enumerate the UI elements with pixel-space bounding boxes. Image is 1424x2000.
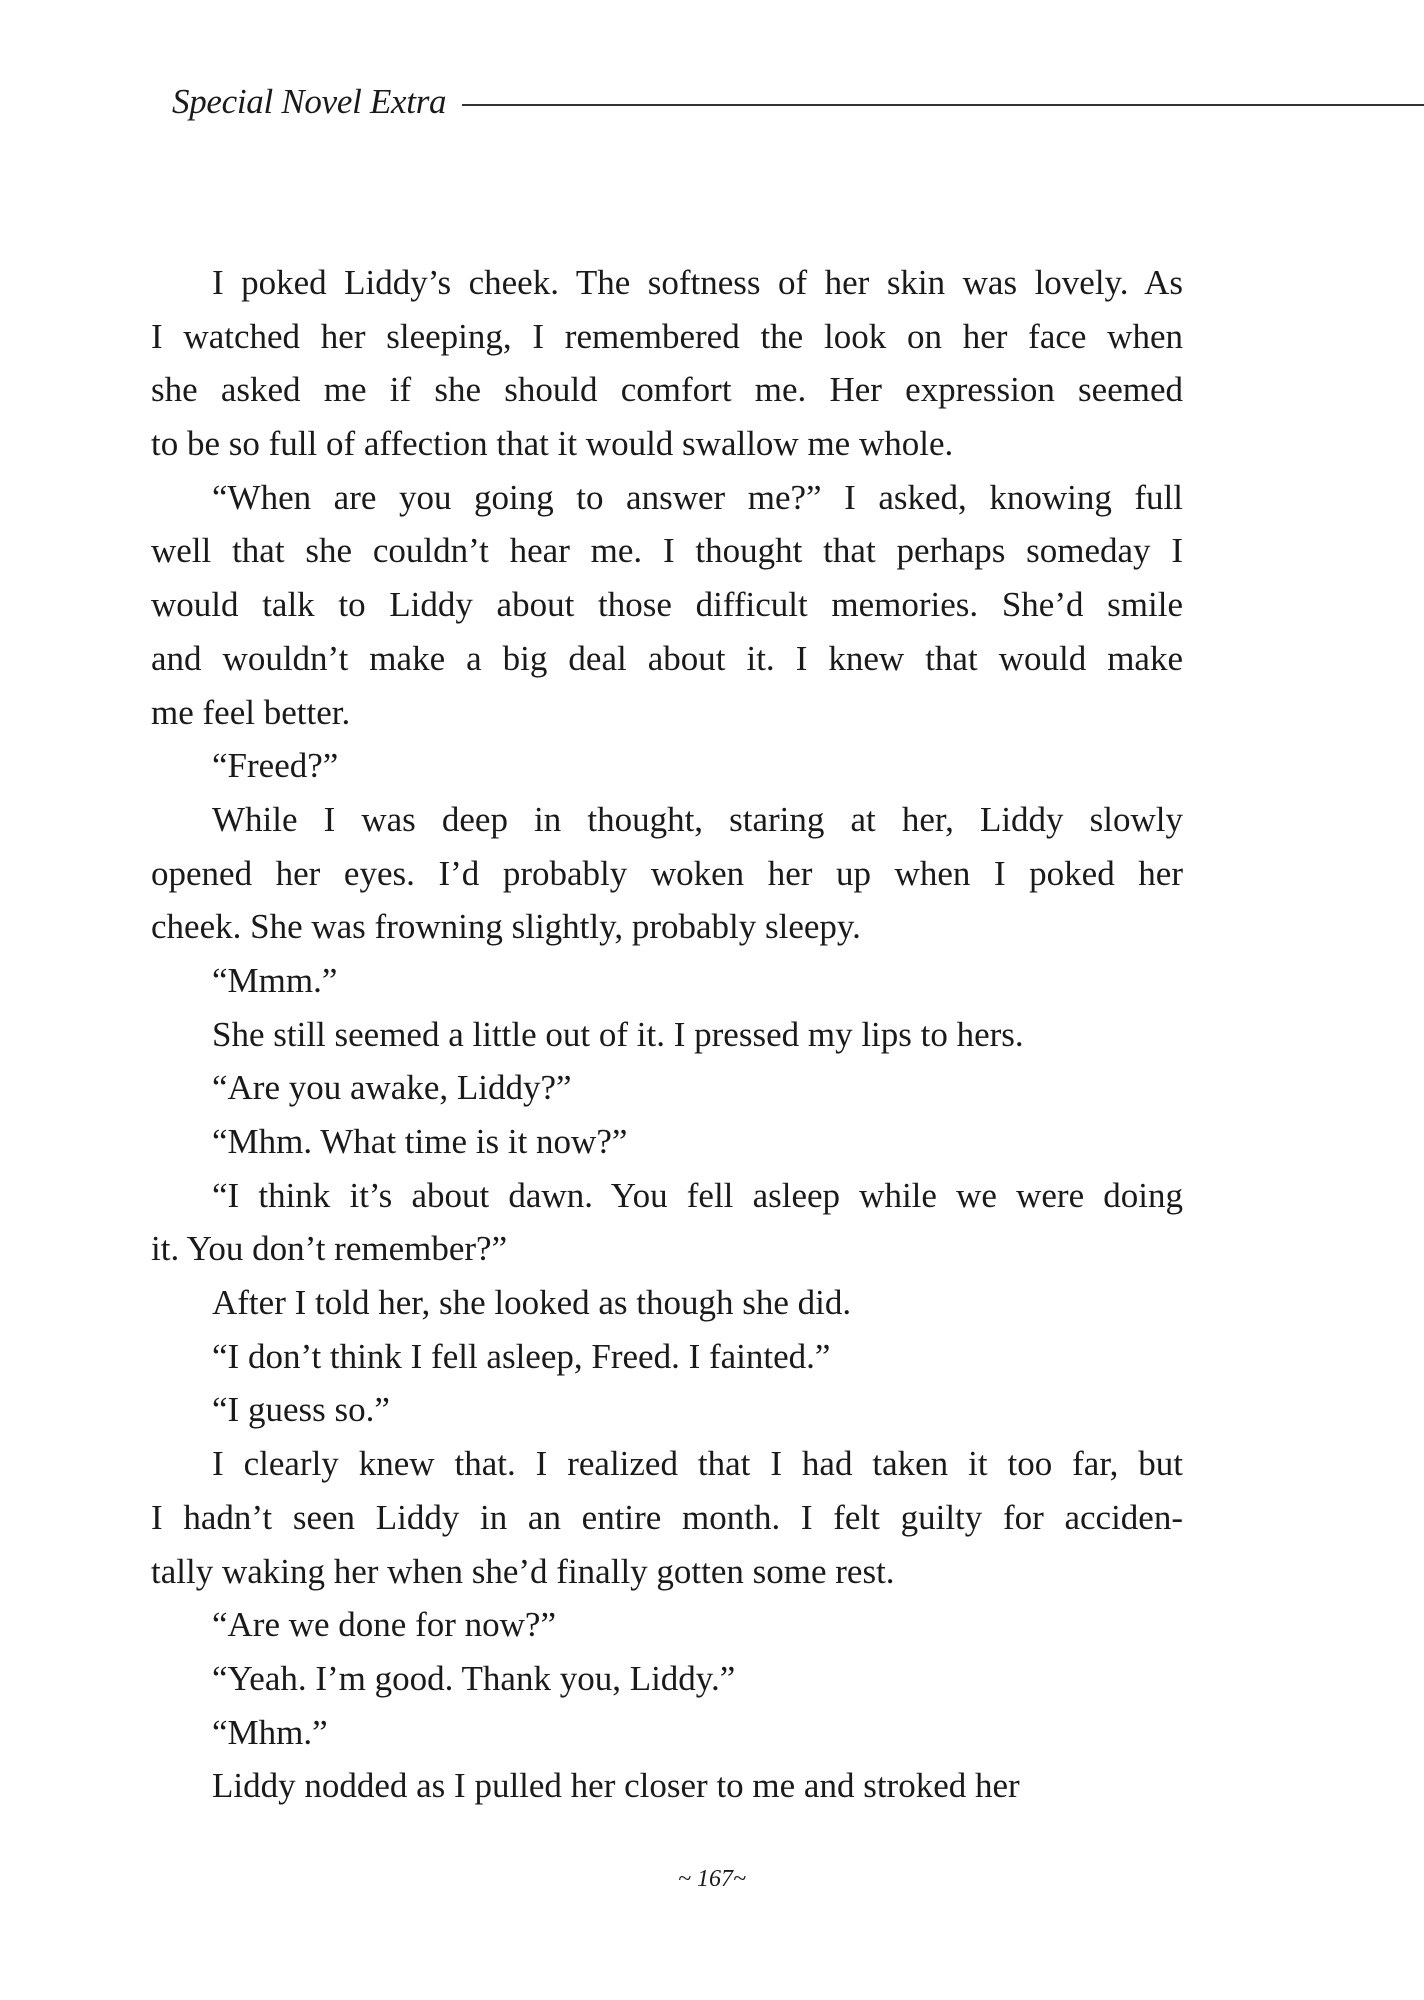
paragraph <box>151 793 1183 954</box>
text-line: and wouldn’t make a big deal about it. I knew that would make <box>151 638 1183 678</box>
text-line: I hadn’t seen Liddy in an entire month. I felt guilty for acciden- <box>151 1497 1183 1537</box>
text-line: opened her eyes. I’d probably woken her up when I poked her <box>151 853 1183 893</box>
text-line: “Mmm.” <box>212 960 338 1000</box>
paragraph <box>151 1383 1183 1437</box>
text-line: “I don’t think I fell asleep, Freed. I fainted.” <box>212 1336 831 1376</box>
text-line: “Freed?” <box>212 746 339 786</box>
text-line: “I guess so.” <box>212 1390 390 1430</box>
text-line: After I told her, she looked as though she did. <box>212 1283 852 1323</box>
paragraph <box>151 1437 1183 1598</box>
paragraph <box>151 954 1183 1008</box>
paragraph <box>151 1706 1183 1760</box>
text-line: “Mhm. What time is it now?” <box>212 1122 628 1161</box>
paragraph <box>151 739 1183 793</box>
page-number: ~ 167~ <box>678 1866 746 1892</box>
paragraph <box>151 1276 1183 1330</box>
text-line: I watched her sleeping, I remembered the look on her face when <box>151 316 1183 356</box>
text-line: would talk to Liddy about those difficult memories. She’d smile <box>151 585 1183 625</box>
paragraph <box>151 1759 1183 1813</box>
paragraph <box>151 256 1183 471</box>
paragraph <box>151 1330 1183 1384</box>
text-line: cheek. She was frowning slightly, probably sleepy. <box>151 907 861 947</box>
text-line: well that she couldn’t hear me. I thought that perhaps someday I <box>151 531 1183 571</box>
text-line: While I was deep in thought, staring at her, Liddy slowly <box>212 799 1183 839</box>
text-line: “When are you going to answer me?” I asked, knowing full <box>212 477 1183 517</box>
header-rule-divider <box>462 104 1424 106</box>
text-line: Liddy nodded as I pulled her closer to me and stroked her <box>212 1766 1020 1806</box>
text-line: I poked Liddy’s cheek. The softness of her skin was lovely. As <box>212 263 1183 302</box>
text-line: “Mhm.” <box>212 1712 328 1752</box>
text-line: it. You don’t remember?” <box>151 1229 508 1269</box>
paragraph <box>151 1598 1183 1652</box>
paragraph <box>151 1652 1183 1706</box>
text-line: “I think it’s about dawn. You fell asleep while we were doing <box>212 1175 1183 1215</box>
text-line: I clearly knew that. I realized that I had taken it too far, but <box>212 1444 1183 1484</box>
text-line: tally waking her when she’d finally gotten some rest. <box>151 1551 895 1591</box>
paragraph <box>151 1061 1183 1115</box>
text-line: She still seemed a little out of it. I pressed my lips to hers. <box>212 1014 1024 1054</box>
text-line: “Are you awake, Liddy?” <box>212 1068 572 1108</box>
text-line: “Are we done for now?” <box>212 1605 557 1645</box>
text-line: she asked me if she should comfort me. Her expression seemed <box>151 370 1183 410</box>
body-text <box>151 256 1183 1813</box>
running-header <box>172 80 1424 124</box>
text-line: “Yeah. I’m good. Thank you, Liddy.” <box>212 1658 736 1698</box>
text-line: to be so full of affection that it would swallow me whole. <box>151 424 954 464</box>
paragraph <box>151 1115 1183 1169</box>
text-line: me feel better. <box>151 692 351 732</box>
paragraph <box>151 1008 1183 1062</box>
running-header-title: Special Novel Extra <box>172 82 447 121</box>
paragraph <box>151 1169 1183 1276</box>
paragraph <box>151 471 1183 739</box>
